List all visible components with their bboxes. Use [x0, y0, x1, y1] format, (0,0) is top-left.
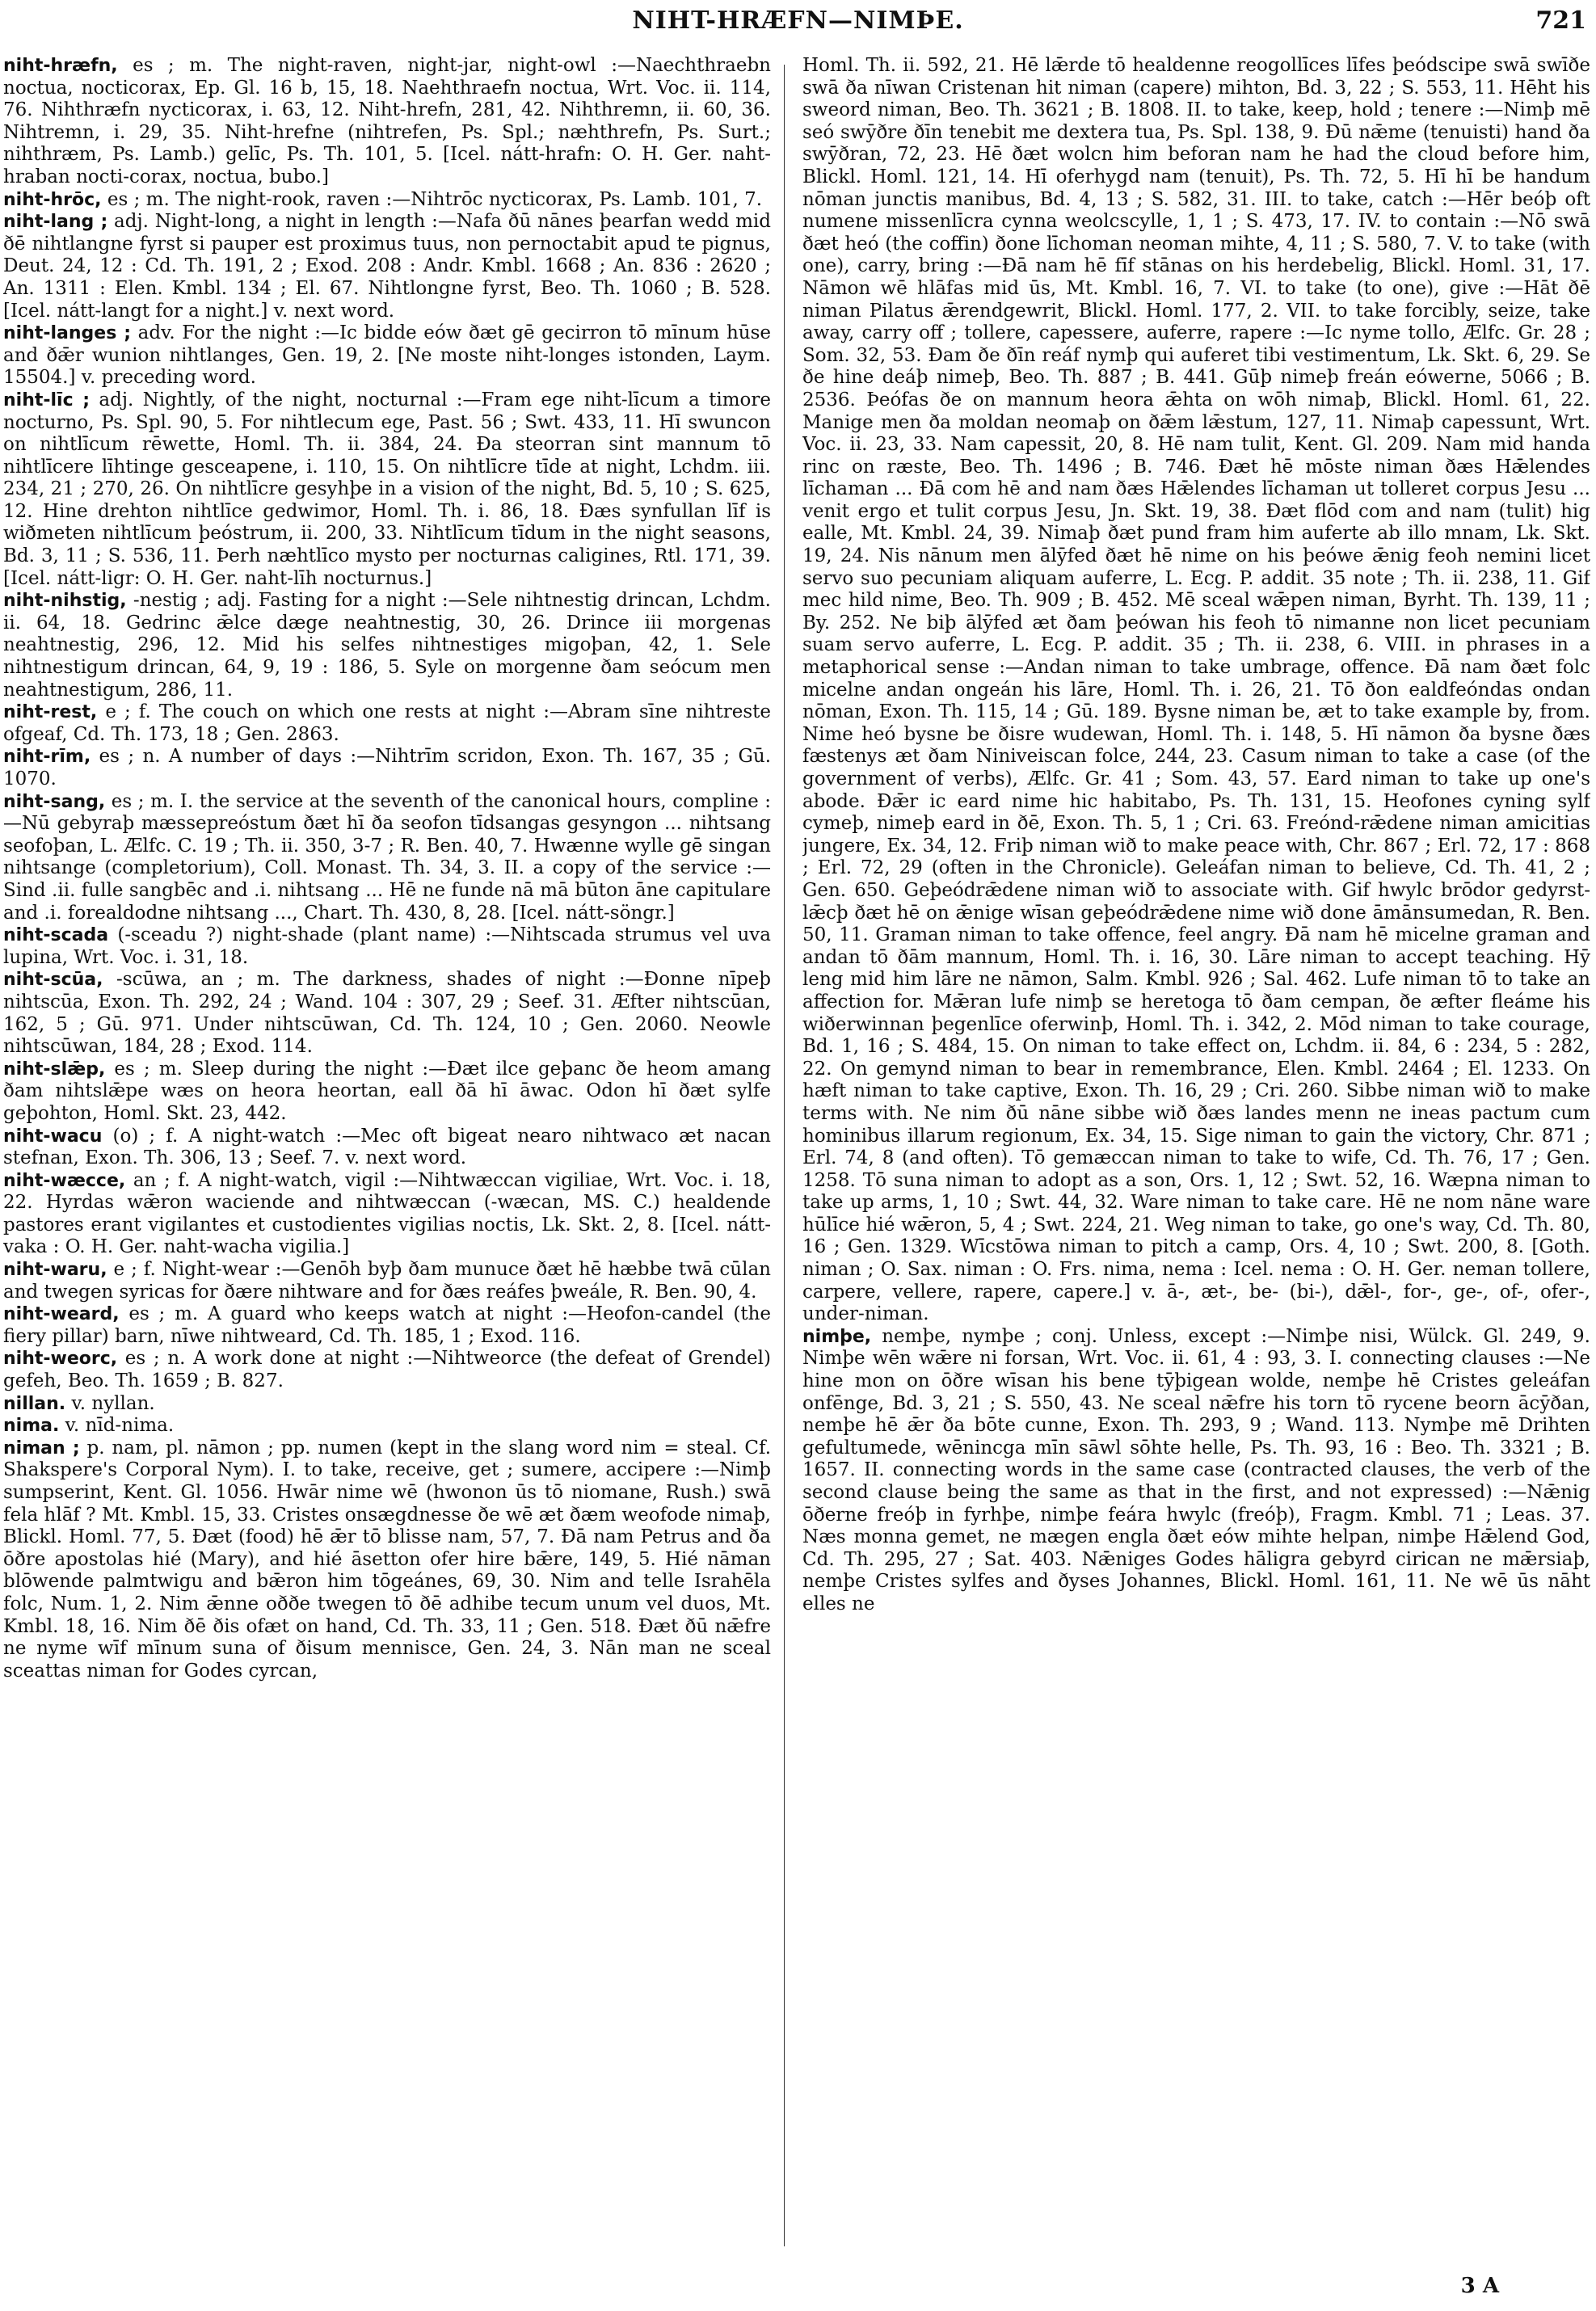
dictionary-entry [3, 590, 771, 701]
entry-text: v. nīd-nima. [59, 1415, 175, 1437]
entry-text: an ; f. A night-watch, vigil :—Nihtwæccan vigiliae, Wrt. Voc. i. 18, 22. Hyrdas wǣron waciende and nihtwæccan (-wæcan, MS. C.) healdende pastores erant vigilantes et custodientes vigilias noctis, Lk. Skt. 2, 8. [Icel. nátt-vaka : O. H. Ger. naht-wacha vigilia.] [3, 1169, 771, 1258]
entry-text: (o) ; f. A night-watch :—Mec oft bigeat nearo nihtwaco æt nacan stefnan, Exon. Th. 306, 13 ; Seef. 7. v. next word. [3, 1125, 771, 1169]
entry-text: e ; f. Night-wear :—Genōh byþ ðam munuce ðæt hē hæbbe twā cūlan and twegen syricas for ðære nihtware and for ðæs reáfes þweále, R. Ben. 90, 4. [3, 1259, 771, 1303]
entry-text: es ; m. The night-raven, night-jar, night-owl :—Naechthraebn noctua, nocticorax, Ep. Gl. 16 b, 15, 18. Naehthraefn noctua, Wrt. Voc. ii. 114, 76. Nihthræfn nycticorax, i. 63, 12. Niht-hrefn, 281, 42. Nihthremn, ii. 60, 36. Nihtremn, i. 29, 35. Niht-hrefne (nihtrefen, Ps. Spl.; næhthrefn, Ps. Surt.; nihthræm, Ps. Lamb.) gelīc, Ps. Th. 101, 5. [Icel. nátt-hrafn: O. H. Ger. naht-hraban nocti-corax, noctua, bubo.] [3, 55, 771, 187]
entry-headword: nillan. [3, 1393, 66, 1414]
entry-headword: niht-weorc, [3, 1349, 118, 1370]
dictionary-entry [3, 1059, 771, 1126]
entry-headword: niht-rest, [3, 702, 98, 723]
entry-headword: niht-līc ; [3, 389, 91, 410]
dictionary-entry [3, 969, 771, 1058]
column-divider [784, 65, 785, 2246]
dictionary-entry [802, 55, 1590, 1326]
dictionary-entry [3, 1393, 771, 1416]
dictionary-entry [3, 701, 771, 746]
dictionary-entry [3, 211, 771, 322]
entry-headword: niht-nihstig, [3, 591, 127, 612]
entry-headword: niht-weard, [3, 1304, 120, 1325]
entry-text: -nestig ; adj. Fasting for a night :—Sele nihtnestig drincan, Lchdm. ii. 64, 18. Gedrinc ǣlce dæge neahtnestig, 30, 26. Drince iii morgenas neahtnestig, 296, 12. Mid his selfes nihtnestiges migoþan, 42, 1. Sele nihtnestigum drincan, 64, 9, 19 : 186, 5. Syle on morgenne ðam seócum men neahtnestigum, 286, 11. [3, 590, 771, 701]
right-column [802, 55, 1590, 2269]
entry-text: -scūwa, an ; m. The darkness, shades of night :—Ðonne nīpeþ nihtscūa, Exon. Th. 292, 24 ; Wand. 104 : 307, 29 ; Seef. 31. Æfter nihtscūan, 162, 5 ; Gū. 971. Under nihtscūwan, Cd. Th. 124, 10 ; Gen. 2060. Neowle nihtscūwan, 184, 28 ; Exod. 114. [3, 969, 771, 1058]
entry-text: (-sceadu ?) night-shade (plant name) :—Nihtscada strumus vel uva lupina, Wrt. Voc. i. 31, 18. [3, 924, 771, 968]
dictionary-entry [3, 1438, 771, 1683]
entry-text: es ; n. A work done at night :—Nihtweorce (the defeat of Grendel) gefeh, Beo. Th. 1659 ; B. 827. [3, 1348, 771, 1392]
entry-text: e ; f. The couch on which one rests at night :—Abram sīne nihtreste ofgeaf, Cd. Th. 173, 18 ; Gen. 2863. [3, 701, 771, 745]
running-head: NIHT-HRÆFN—NIMÞE. [632, 6, 964, 35]
dictionary-entry [3, 1126, 771, 1170]
dictionary-entry [3, 1170, 771, 1259]
entry-text: adv. For the night :—Ic bidde eów ðæt gē gecirron tō mīnum hūse and ðǣr wunion nihtlanges, Gen. 19, 2. [Ne moste niht-longes istonden, Laym. 15504.] v. preceding word. [3, 322, 771, 389]
entry-headword: niht-hræfn, [3, 56, 118, 76]
entry-headword: niht-sang, [3, 791, 106, 812]
entry-text: es ; m. Sleep during the night :—Ðæt ilce geþanc ðe heom amang ðam nihtslǣpe wæs on heora heortan, eall ðā hī āwac. Odon hī ðæt sylfe geþohton, Homl. Skt. 23, 442. [3, 1058, 771, 1124]
entry-headword: niht-rīm, [3, 747, 91, 768]
entry-text: v. nyllan. [65, 1392, 155, 1414]
dictionary-entry [3, 1259, 771, 1303]
dictionary-entry [3, 1415, 771, 1438]
dictionary-entry [3, 55, 771, 189]
entry-text: adj. Night-long, a night in length :—Nafa ðū nānes þearfan wedd mid ðē nihtlangne fyrst si pauper est proximus tuus, non pernoctabit apud te pignus, Deut. 24, 12 : Cd. Th. 191, 2 ; Exod. 208 : Andr. Kmbl. 1668 ; An. 836 : 2620 ; An. 1311 : Elen. Kmbl. 134 ; El. 67. Nihtlongne fyrst, Beo. Th. 1060 ; B. 528. [Icel. nátt-langt for a night.] v. next word. [3, 211, 771, 322]
entry-headword: niht-scūa, [3, 970, 103, 991]
signature-mark: 3 A [1460, 2274, 1499, 2298]
page-header [0, 6, 1596, 39]
entry-headword: niht-lang ; [3, 212, 108, 233]
entry-text: es ; m. The night-rook, raven :—Nihtrōc nycticorax, Ps. Lamb. 101, 7. [101, 188, 763, 210]
dictionary-entry [3, 189, 771, 212]
dictionary-entry [3, 1303, 771, 1348]
entry-headword: nima. [3, 1416, 60, 1437]
dictionary-entry [3, 322, 771, 389]
entry-headword: niht-waru, [3, 1260, 107, 1281]
entry-headword: niht-slǣp, [3, 1059, 106, 1080]
dictionary-entry [3, 389, 771, 590]
entry-text: Homl. Th. ii. 592, 21. Hē lǣrde tō healdenne reogollīces līfes þeódscipe swā swīðe swā ða nīwan Cristenan hit niman (capere) mihton, Bd. 3, 22 ; S. 553, 11. Hēht his sweord niman, Beo. Th. 3621 ; B. 1808. II. to take, keep, hold ; tenere :—Nimþ mē seó swȳðre ðīn tenebit me dextera tua, Ps. Spl. 138, 9. Ðū nǣme (tenuisti) hand ða swȳðran, 72, 23. Hē ðæt wolcn him beforan nam he had the cloud before him, Blickl. Homl. 121, 14. Hī oferhygd nam (tenuit), Ps. Th. 72, 5. Hī hī be handum nōman junctis manibus, Bd. 4, 13 ; S. 582, 31. III. to take, catch :—Hēr beóþ oft numene missenlīcra cynna weolcscylle, 1, 1 ; S. 473, 17. IV. to contain :—Nō swā ðæt heó (the coffin) ðone līchoman neoman mihte, 4, 11 ; S. 580, 7. V. to take (with one), carry, bring :—Ðā nam hē fīf stānas on his herdebelig, Blickl. Homl. 31, 17. Nāmon wē hlāfas mid ūs, Mt. Kmbl. 16, 7. VI. to take (to one), give :—Hāt ðē niman Pilatus ǣrendgewrit, Blickl. Homl. 177, 2. VII. to take forcibly, seize, take away, carry off ; tollere, capessere, auferre, rapere :—Ic nyme tollo, Ælfc. Gr. 28 ; Som. 32, 53. Ðam ðe ðīn reáf nymþ qui auferet tibi vestimentum, Lk. Skt. 6, 29. Se ðe hine deáþ nimeþ, Beo. Th. 887 ; B. 441. Gūþ nimeþ freán eówerne, 5066 ; B. 2536. Þeófas ðe on mannum heora ǣhta on wōh nimaþ, Blickl. Homl. 61, 22. Manige men ða moldan neomaþ on ðǣm lǣstum, 127, 11. Nimaþ capessunt, Wrt. Voc. ii. 23, 33. Nam capessit, 20, 8. Hē nam tulit, Kent. Gl. 209. Nam mid handa rinc on ræste, Beo. Th. 1496 ; B. 746. Ðæt hē mōste niman ðæs Hǣlendes līchaman ... Ðā com hē and nam ðæs Hǣlendes līchaman ut tolleret corpus Jesu ... venit ergo et tulit corpus Jesu, Jn. Skt. 19, 38. Ðæt flōd com and nam (tulit) hig ealle, Mt. Kmbl. 24, 39. Nimaþ ðæt pund fram him auferte ab illo mnam, Lk. Skt. 19, 24. Nis nānum men ālȳfed ðæt hē nime on his þeówe ǣnig feoh nemini licet servo suo pecuniam aliquam auferre, L. Ecg. P. addit. 35 note ; Th. ii. 238, 11. Gif mec hild nime, Beo. Th. 909 ; B. 452. Mē sceal wǣpen niman, Byrht. Th. 139, 11 ; By. 252. Ne biþ ālȳfed æt ðam þeówan his feoh tō nimanne non licet pecuniam suam servo auferre, L. Ecg. P. addit. 35 ; Th. ii. 238, 6. VIII. in phrases in a metaphorical sense :—Andan niman to take umbrage, offence. Ðā nam ðæt folc micelne andan ongeán his lāre, Homl. Th. i. 26, 21. Tō ðon ealdfeóndas ondan nōman, Exon. Th. 115, 14 ; Gū. 189. Bysne niman be, æt to take example by, from. Nime heó bysne be ðisre wudewan, Homl. Th. i. 148, 5. Hī nāmon ða bysne ðæs fæstenys æt ðam Niniveiscan folce, 244, 23. Casum niman to take a case (of the government of verbs), Ælfc. Gr. 41 ; Som. 43, 57. Eard niman to take up one's abode. Ðǣr ic eard nime hic habitabo, Ps. Th. 131, 15. Heofones cyning sylf cymeþ, nimeþ eard in ðē, Exon. Th. 5, 1 ; Cri. 63. Freónd-rǣdene niman amicitias jungere, Ex. 34, 12. Friþ niman wið to make peace with, Chr. 867 ; Erl. 72, 17 : 868 ; Erl. 72, 29 (often in the Chronicle). Geleáfan niman to believe, Cd. Th. 41, 2 ; Gen. 650. Geþeódrǣdene niman wið to associate with. Gif hwylc brōdor gedyrst-lǣcþ ðæt hē on ǣnige wīsan geþeódrǣdene nime wið done āmānsumedan, R. Ben. 50, 11. Graman niman to take offence, feel angry. Ðā nam hē micelne graman and andan tō ðām mannum, Homl. Th. i. 16, 30. Lāre niman to accept teaching. Hȳ leng mid him lāre ne nāmon, Salm. Kmbl. 926 ; Sal. 462. Lufe niman tō to take an affection for. Mǣran lufe nimþ se heretoga tō ðam cempan, ðe æfter fleáme his wiðerwinnan þegenlīce oferwinþ, Homl. Th. i. 342, 2. Mōd niman to take courage, Bd. 1, 16 ; S. 484, 15. On niman to take effect on, Lchdm. ii. 84, 6 : 234, 5 : 282, 22. On gemynd niman to bear in remembrance, Elen. Kmbl. 2464 ; El. 1233. On hæft niman to take captive, Exon. Th. 16, 29 ; Cri. 260. Sibbe niman wið to make terms with. Ne nim ðū nāne sibbe wið ðæs landes menn ne ineas pactum cum hominibus illarum regionum, Ex. 34, 15. Sige niman to gain the victory, Chr. 871 ; Erl. 74, 8 (and often). Tō gemæccan niman to take to wife, Cd. Th. 76, 17 ; Gen. 1258. Tō suna niman to adopt as a son, Ors. 1, 12 ; Swt. 52, 16. Wæpna niman to take up arms, 1, 10 ; Swt. 44, 32. Ware niman to take care. Hē ne nom nāne ware hūlīce hié wǣron, 5, 4 ; Swt. 224, 21. Weg niman to take, go one's way, Cd. Th. 80, 16 ; Gen. 1329. Wīcstōwa niman to pitch a camp, Ors. 4, 10 ; Swt. 200, 8. [Goth. niman ; O. Sax. niman : O. Frs. nima, nema : Icel. nema : O. H. Ger. neman tollere, carpere, vellere, rapere, capere.] v. ā-, æt-, be- (bi-), dǣl-, for-, ge-, of-, ofer-, under-niman. [802, 55, 1590, 1325]
entry-text: nemþe, nymþe ; conj. Unless, except :—Nimþe nisi, Wülck. Gl. 249, 9. Nimþe wēn wǣre ni forsan, Wrt. Voc. ii. 61, 4 : 93, 3. I. connecting clauses :—Ne hine mon on ōðre wīsan his bene tȳþigean wolde, nemþe hē Cristes geleáfan onfēnge, Bd. 3, 21 ; S. 550, 43. Ne sceal nǣfre his torn tō rycene beorn ācȳðan, nemþe hē ǣr ða bōte cunne, Exon. Th. 293, 9 ; Wand. 113. Nymþe mē Drihten gefultumede, wēnincga mīn sāwl sōhte helle, Ps. Th. 93, 16 : Beo. Th. 3321 ; B. 1657. II. connecting words in the same case (contracted clauses, the verb of the second clause being the same as that in the first, and not expressed) :—Nǣnig ōðerne freóþ in fyrhþe, nimþe feára hwylc (freóþ), Fragm. Kmbl. 71 ; Leas. 37. Næs monna gemet, ne mægen engla ðæt eów mihte helpan, nimþe Hǣlend God, Cd. Th. 295, 27 ; Sat. 403. Nǣniges Godes hāligra gebyrd cirican ne mǣrsiaþ, nemþe Cristes sylfes and ðyses Johannes, Blickl. Homl. 161, 11. Ne wē ūs nāht elles ne [802, 1325, 1590, 1614]
page-number: 721 [1535, 6, 1586, 35]
dictionary-entry [3, 746, 771, 790]
entry-text: es ; m. A guard who keeps watch at night :—Heofon-candel (the fiery pillar) barn, nīwe nihtweard, Cd. Th. 185, 1 ; Exod. 116. [3, 1303, 771, 1347]
dictionary-entry [3, 791, 771, 925]
dictionary-entry [802, 1326, 1590, 1616]
left-column [3, 55, 771, 2269]
dictionary-entry [3, 1348, 771, 1392]
entry-headword: niht-wacu [3, 1126, 103, 1147]
dictionary-entry [3, 924, 771, 969]
entry-text: p. nam, pl. nāmon ; pp. numen (kept in the slang word nim = steal. Cf. Shakspere's Corporal Nym). I. to take, receive, get ; sumere, accipere :—Nimþ sumpserint, Kent. Gl. 1056. Hwār nime wē (hwonon ūs tō niomane, Rush.) swā fela hlāf ? Mt. Kmbl. 15, 33. Cristes onsægdnesse ðe wē æt ðæm weofode nimaþ, Blickl. Homl. 77, 5. Ðæt (food) hē ǣr tō blisse nam, 57, 7. Ðā nam Petrus and ða ōðre apostolas hié (Mary), and hié āsetton ofer hire bǣre, 149, 5. Hié nāman blōwende palmtwigu and bǣron him tōgeánes, 69, 30. Nim and telle Israhēla folc, Num. 1, 2. Nim ǣnne oððe twegen tō ðē adhibe tecum unum vel duos, Mt. Kmbl. 18, 16. Nim ðē ðis ofæt on hand, Cd. Th. 33, 11 ; Gen. 518. Ðæt ðū nǣfre ne nyme wīf mīnum suna of ðisum mennisce, Gen. 24, 3. Nān man ne sceal sceattas niman for Godes cyrcan, [3, 1437, 771, 1682]
entry-headword: nimþe, [802, 1326, 872, 1347]
entry-headword: niht-wæcce, [3, 1170, 126, 1191]
entry-headword: niht-langes ; [3, 323, 132, 344]
entry-headword: niman ; [3, 1438, 80, 1459]
entry-text: adj. Nightly, of the night, nocturnal :—Fram ege niht-līcum a timore nocturno, Ps. Spl. 90, 5. For nihtlecum ege, Past. 56 ; Swt. 433, 11. Hī swuncon on nihtlīcum rēwette, Homl. Th. ii. 384, 24. Ða steorran sint mannum tō nihtlīcere līhtinge gesceapene, i. 110, 15. On nihtlīcre tīde at night, Lchdm. iii. 234, 21 ; 270, 26. On nihtlīcre gesyhþe in a vision of the night, Bd. 5, 10 ; S. 625, 12. Hine drehton nihtlīce gedwimor, Homl. Th. i. 86, 18. Ðæs synfullan līf is wiðmeten nihtlīcum þeóstrum, ii. 200, 33. Nihtlīcum tīdum in the night seasons, Bd. 3, 11 ; S. 536, 11. Þerh næhtlīco mysto per nocturnas caligines, Rtl. 171, 39. [Icel. nátt-ligr: O. H. Ger. naht-līh nocturnus.] [3, 389, 771, 589]
entry-headword: niht-hrōc, [3, 189, 102, 210]
entry-text: es ; n. A number of days :—Nihtrīm scridon, Exon. Th. 167, 35 ; Gū. 1070. [3, 746, 771, 789]
entry-text: es ; m. I. the service at the seventh of the canonical hours, compline :—Nū gebyraþ mæssepreóstum ðæt hī ða seofon tīdsangas gesyngon ... nihtsang seofoþan, L. Ælfc. C. 19 ; Th. ii. 350, 3-7 ; R. Ben. 40, 7. Hwænne wylle gē singan nihtsange (completorium), Coll. Monast. Th. 34, 3. II. a copy of the service :—Sind .ii. fulle sangbēc and .i. nihtsang ... Hē ne funde nā mā būton āne capitulare and .i. forealdodne nihtsang ..., Chart. Th. 430, 8, 28. [Icel. nátt-söngr.] [3, 790, 771, 924]
entry-headword: niht-scada [3, 925, 109, 946]
